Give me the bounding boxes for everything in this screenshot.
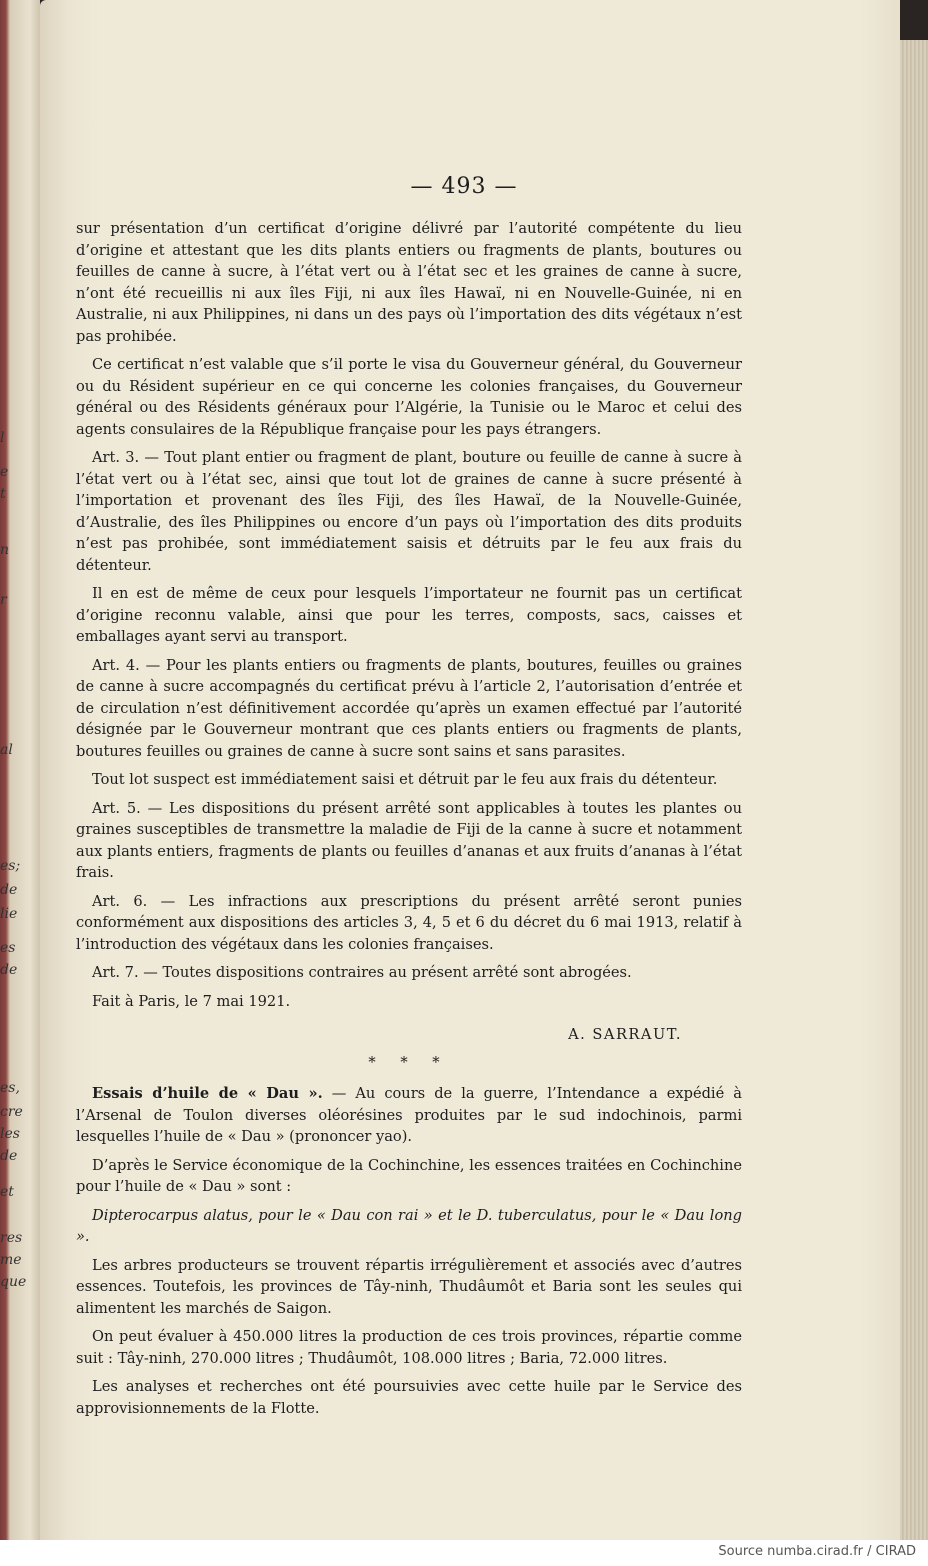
margin-fragment: de bbox=[0, 1148, 18, 1164]
margin-fragment: que bbox=[0, 1274, 27, 1290]
margin-fragment: lie bbox=[0, 906, 18, 922]
paragraph-text: — Au cours de la guerre, l’Intendance a expédié à l’Arsenal de Toulon diverses oléorésines produites par le sud indochinois, parmi lesquelles l’huile de « Dau » (prononcer yao). bbox=[76, 1085, 742, 1145]
page-body bbox=[76, 218, 742, 1426]
paragraph: On peut évaluer à 450.000 litres la production de ces trois provinces, répartie comme suit : Tây-ninh, 270.000 litres ; Thudâumôt, 108.000 litres ; Baria, 72.000 litres. bbox=[76, 1328, 742, 1367]
article-7: Art. 7. — Toutes dispositions contraires au présent arrêté sont abrogées. bbox=[92, 964, 632, 981]
paragraph: Il en est de même de ceux pour lesquels l’importateur ne fournit pas un certificat d’origine reconnu valable, ainsi que pour les terres, composts, sacs, caisses et emballages ayant servi au transport. bbox=[76, 585, 742, 645]
source-credit: Source numba.cirad.fr / CIRAD bbox=[718, 1544, 916, 1559]
margin-fragment: l bbox=[0, 430, 5, 446]
article-6: Art. 6. — Les infractions aux prescriptions du présent arrêté seront punies conformément aux dispositions des articles 3, 4, 5 et 6 du décret du 6 mai 1913, relatif à l’introduction des végétaux dans les colonies françaises. bbox=[76, 892, 742, 953]
margin-fragment: et bbox=[0, 1184, 14, 1200]
paragraph: Les arbres producteurs se trouvent répartis irrégulièrement et associés avec d’autres essences. Toutefois, les provinces de Tây-ninh, Thudâumôt et Baria sont les seules qui alimentent les marchés de Saigon. bbox=[76, 1256, 742, 1317]
article-5: Art. 5. — Les dispositions du présent arrêté sont applicables à toutes les plantes ou graines susceptibles de transmettre la maladie de Fiji de la canne à sucre et notamment aux plants entiers, fragments de plants ou feuilles d’ananas et aux fruits d’ananas à l’état frais. bbox=[76, 799, 742, 881]
margin-fragment: es; bbox=[0, 858, 21, 874]
article-3: Art. 3. — Tout plant entier ou fragment de plant, bouture ou feuille de canne à sucre à l’état vert ou à l’état sec, ainsi que tout lot de graines de canne à sucre présenté à l’importation et provenant des îles Fiji, des îles Hawaï, de la Nouvelle-Guinée, d’Australie, des îles Philippines ou encore d’un pays où l’importation des dits produits n’est pas prohibée, sont immédiatement saisis et détruits par le feu aux frais du détenteur. bbox=[76, 449, 742, 574]
date-line: Fait à Paris, le 7 mai 1921. bbox=[92, 992, 291, 1010]
paragraph: Dipterocarpus alatus, pour le « Dau con rai » et le D. tuberculatus, pour le « Dau long ». bbox=[76, 1206, 742, 1245]
paragraph: sur présentation d’un certificat d’origine délivré par l’autorité compétente du lieu d’origine et attestant que les dits plants entiers ou fragments de plants, boutures ou feuilles de canne à sucre, à l’état vert ou à l’état sec et les graines de canne à sucre, n’ont été recueillis ni aux îles Fiji, ni aux îles Hawaï, ni en Nouvelle-Guinée, ni en Australie, ni aux Philippines, ni dans un des pays où l’importation des dits végétaux n’est pas prohibée. bbox=[76, 220, 742, 345]
margin-fragment: es bbox=[0, 940, 16, 956]
article-4: Art. 4. — Pour les plants entiers ou fragments de plants, boutures, feuilles ou graines de canne à sucre accompagnés du certificat prévu à l’article 2, l’autorisation d’entrée et de circulation n’est définitivement accordée qu’après un examen effectué par l’autorité désignée par le Gouverneur montrant que ces plants entiers ou fragments de plants, boutures feuilles ou graines de canne à sucre sont sains et sans parasites. bbox=[76, 656, 742, 760]
margin-fragment: es, bbox=[0, 1080, 20, 1096]
margin-fragment: de bbox=[0, 882, 18, 898]
signature: A. SARRAUT. bbox=[568, 1026, 682, 1043]
paragraph: Ce certificat n’est valable que s’il porte le visa du Gouverneur général, du Gouverneur ou du Résident supérieur en ce qui concerne les colonies françaises, du Gouverneur général ou des Résidents généraux pour l’Algérie, la Tunisie ou le Maroc et celui des agents consulaires de la République française pour les pays étrangers. bbox=[76, 356, 742, 438]
facing-page-edge bbox=[0, 0, 40, 1566]
margin-fragment: de bbox=[0, 962, 18, 978]
margin-fragment: les bbox=[0, 1126, 20, 1142]
essais-paragraph bbox=[76, 1083, 742, 1148]
margin-fragment: res bbox=[0, 1230, 23, 1246]
margin-fragment: cre bbox=[0, 1104, 23, 1120]
paragraph: D’après le Service économique de la Cochinchine, les essences traitées en Cochinchine pour l’huile de « Dau » sont : bbox=[76, 1156, 742, 1195]
margin-fragment: al bbox=[0, 742, 13, 758]
margin-fragment: r bbox=[0, 592, 7, 608]
page-number: — 493 — bbox=[410, 174, 518, 199]
section-heading: Essais d’huile de « Dau ». bbox=[92, 1085, 323, 1102]
margin-fragment: e bbox=[0, 464, 9, 480]
page-stack-edge bbox=[900, 40, 928, 1540]
margin-fragment: t bbox=[0, 486, 6, 502]
margin-fragment: n bbox=[0, 542, 10, 558]
paragraph: Tout lot suspect est immédiatement saisi et détruit par le feu aux frais du détenteur. bbox=[92, 771, 718, 788]
paragraph: Les analyses et recherches ont été poursuivies avec cette huile par le Service des approvisionnements de la Flotte. bbox=[76, 1378, 742, 1417]
section-separator: * * * bbox=[368, 1053, 450, 1071]
margin-fragment: me bbox=[0, 1252, 22, 1268]
